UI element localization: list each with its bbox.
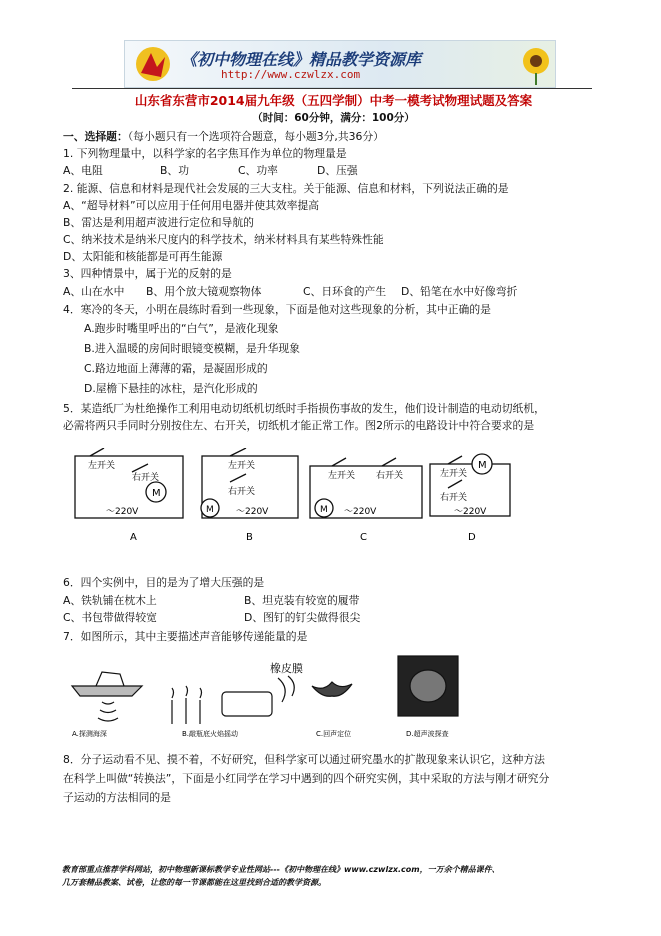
c-left-switch-label: 左开关 [328, 471, 356, 481]
a-left-switch-label: 左开关 [88, 461, 116, 471]
q6-stem: 6．四个实例中，目的是为了增大压强的是 [63, 576, 265, 589]
q4-option-c: C.路边地面上薄薄的霜，是凝固形成的 [84, 362, 268, 375]
header-rule [72, 88, 592, 89]
footer-line1: 教育部重点推荐学科网站，初中物理新课标教学专业性网站---《初中物理在线》www.czwlzx.com，一万余个精品课件、 [62, 865, 500, 874]
q1-option-b: B、功 [160, 164, 190, 177]
q8-line3: 子运动的方法相同的是 [63, 791, 171, 804]
q4-option-a: A.跑步时嘴里呼出的“白气”，是液化现象 [84, 322, 279, 335]
q7-caption-c: C.回声定位 [316, 730, 352, 738]
d-voltage-label: ～220V [454, 507, 487, 517]
a-motor-label: M [152, 488, 161, 499]
q2-option-a: A、“超导材料”可以应用于任何用电器并使其效率提高 [63, 199, 320, 212]
footer-line2: 几万套精品教案、试卷，让您的每一节课都能在这里找到合适的教学资源。 [62, 878, 326, 887]
q5-stem-line1: 5．某造纸厂为杜绝操作工利用电动切纸机切纸时手指损伤事故的发生，他们设计制造的电动切纸机， [63, 402, 545, 415]
q7-figures [62, 652, 466, 740]
q3-option-d: D、铅笔在水中好像弯折 [401, 285, 518, 298]
banner-url[interactable]: http://www.czwlzx.com [221, 68, 361, 81]
b-left-switch-label: 左开关 [228, 461, 256, 471]
d-motor-label: M [478, 460, 487, 471]
sunflower-icon [517, 43, 555, 85]
q5-stem-line2: 必需将两只手同时分别按住左、右开关，切纸机才能正常工作。图2所示的电路设计中符合要求的是 [63, 419, 535, 432]
a-voltage-label: ～220V [106, 507, 139, 517]
a-right-switch-label: 右开关 [132, 473, 160, 483]
site-logo-icon [131, 45, 175, 83]
q6-option-c: C、书包带做得较宽 [63, 611, 157, 624]
exam-info: （时间：60分钟，满分：100分） [252, 112, 415, 124]
q7-caption-d: D.超声波探查 [406, 730, 449, 738]
q6-option-b: B、坦克装有较宽的履带 [244, 594, 360, 607]
banner-title: 《初中物理在线》精品教学资源库 [181, 50, 422, 69]
q4-stem: 4．寒冷的冬天，小明在晨练时看到一些现象，下面是他对这些现象的分析，其中正确的是 [63, 303, 491, 316]
q6-option-d: D、图钉的钉尖做得很尖 [244, 611, 361, 624]
q6-option-a: A、铁轨铺在枕木上 [63, 594, 157, 607]
q3-option-b: B、用个放大镜观察物体 [146, 285, 262, 298]
section-note: （每小题只有一个选项符合题意，每小题3分,共36分） [127, 130, 384, 143]
section-heading [63, 130, 384, 144]
q8-line1: 8．分子运动看不见、摸不着，不好研究，但科学家可以通过研究墨水的扩散现象来认识它，这种方法 [63, 753, 545, 766]
q4-option-d: D.屋檐下悬挂的冰柱，是汽化形成的 [84, 382, 258, 395]
q2-option-d: D、太阳能和核能都是可再生能源 [63, 250, 223, 263]
q2-stem: 2. 能源、信息和材料是现代社会发展的三大支柱。关于能源、信息和材料，下列说法正确的是 [63, 182, 509, 195]
q7-membrane-label: 橡皮膜 [270, 662, 303, 675]
d-left-switch-label: 左开关 [440, 469, 468, 479]
page-title: 山东省东营市2014届九年级（五四学制）中考一模考试物理试题及答案 [134, 93, 533, 108]
circuit-label-a: A [130, 532, 137, 543]
site-banner [124, 40, 556, 88]
q3-option-a: A、山在水中 [63, 285, 125, 298]
circuit-label-d: D [468, 532, 476, 543]
q1-option-a: A、电阻 [63, 164, 103, 177]
q1-option-c: C、功率 [238, 164, 278, 177]
q7-stem: 7．如图所示，其中主要描述声音能够传递能量的是 [63, 630, 308, 643]
b-motor-label: M [206, 505, 214, 515]
q7-caption-a: A.探测海深 [72, 730, 107, 738]
q4-option-b: B.进入温暖的房间时眼镜变模糊，是升华现象 [84, 342, 300, 355]
q3-option-c: C、日环食的产生 [303, 285, 387, 298]
q5-circuit-diagrams [70, 448, 590, 544]
q8-line2: 在科学上叫做“转换法”，下面是小红同学在学习中遇到的四个研究实例，其中采取的方法与刚才研究分 [63, 772, 550, 785]
c-motor-label: M [320, 505, 328, 515]
q2-option-b: B、雷达是利用超声波进行定位和导航的 [63, 216, 254, 229]
b-voltage-label: ～220V [236, 507, 269, 517]
q1-option-d: D、压强 [317, 164, 358, 177]
q3-stem: 3、四种情景中，属于光的反射的是 [63, 267, 232, 280]
b-right-switch-label: 右开关 [228, 487, 256, 497]
d-right-switch-label: 右开关 [440, 493, 468, 503]
q1-stem: 1. 下列物理量中，以科学家的名字焦耳作为单位的物理量是 [63, 147, 347, 160]
q7-caption-b: B.敲瓶底火焰摇动 [182, 730, 239, 738]
circuit-label-c: C [360, 532, 367, 543]
c-right-switch-label: 右开关 [376, 471, 404, 481]
q2-option-c: C、纳米技术是纳米尺度内的科学技术，纳米材料具有某些特殊性能 [63, 233, 384, 246]
circuit-label-b: B [246, 532, 253, 543]
c-voltage-label: ～220V [344, 507, 377, 517]
section-title: 一、选择题： [63, 130, 128, 143]
